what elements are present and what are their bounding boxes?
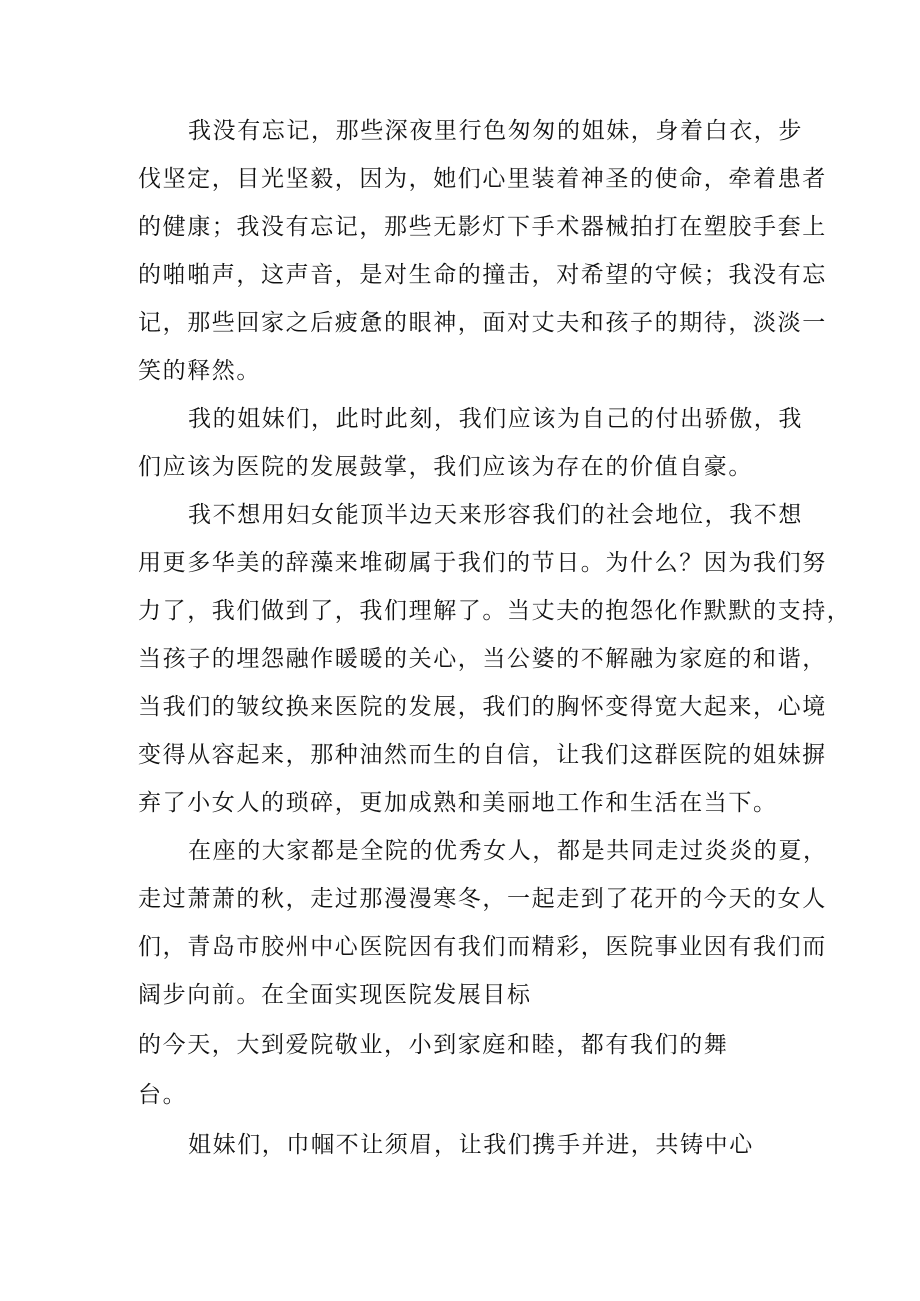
paragraph-5-line-1: 姐妹们，巾帼不让须眉，让我们携手并进，共铸中心 <box>188 1132 754 1158</box>
paragraph-1-line-1: 我没有忘记，那些深夜里行色匆匆的姐妹，身着白衣，步 <box>188 118 803 144</box>
paragraph-4-line-1: 在座的大家都是全院的优秀女人，都是共同走过炎炎的夏， <box>188 838 828 864</box>
paragraph-1-line-5: 记，那些回家之后疲惫的眼神，面对丈夫和孩子的期待，淡淡一 <box>138 310 827 336</box>
paragraph-3-line-3: 力了，我们做到了，我们理解了。当丈夫的抱怨化作默默的支持， <box>138 598 852 624</box>
paragraph-3-line-5: 当我们的皱纹换来医院的发展，我们的胸怀变得宽大起来，心境 <box>138 694 827 720</box>
paragraph-4-line-2: 走过萧萧的秋，走过那漫漫寒冬，一起走到了花开的今天的女人 <box>138 886 827 912</box>
paragraph-3-line-4: 当孩子的埋怨融作暖暖的关心，当公婆的不解融为家庭的和谐， <box>138 646 827 672</box>
paragraph-3-line-7: 弃了小女人的琐碎，更加成熟和美丽地工作和生活在当下。 <box>138 790 778 816</box>
paragraph-2-line-2: 们应该为医院的发展鼓掌，我们应该为存在的价值自豪。 <box>138 454 753 480</box>
paragraph-4-line-5: 的今天，大到爱院敬业，小到家庭和睦，都有我们的舞 <box>138 1032 729 1058</box>
paragraph-2-line-1: 我的姐妹们，此时此刻，我们应该为自己的付出骄傲，我 <box>188 406 803 432</box>
paragraph-1-line-2: 伐坚定，目光坚毅，因为，她们心里装着神圣的使命，牵着患者 <box>138 166 827 192</box>
paragraph-3-line-6: 变得从容起来，那种油然而生的自信，让我们这群医院的姐妹摒 <box>138 742 827 768</box>
paragraph-3-line-1: 我不想用妇女能顶半边天来形容我们的社会地位，我不想 <box>188 502 803 528</box>
paragraph-1-line-6: 笑的释然。 <box>138 358 261 384</box>
paragraph-1-line-4: 的啪啪声，这声音，是对生命的撞击，对希望的守候；我没有忘 <box>138 262 827 288</box>
paragraph-1-line-3: 的健康；我没有忘记，那些无影灯下手术器械拍打在塑胶手套上 <box>138 214 827 240</box>
paragraph-3-line-2: 用更多华美的辞藻来堆砌属于我们的节日。为什么？因为我们努 <box>138 550 827 576</box>
paragraph-4-line-6: 台。 <box>138 1082 188 1108</box>
paragraph-4-line-4: 阔步向前。在全面实现医院发展目标 <box>138 982 532 1008</box>
paragraph-4-line-3: 们，青岛市胶州中心医院因有我们而精彩，医院事业因有我们而 <box>138 934 827 960</box>
